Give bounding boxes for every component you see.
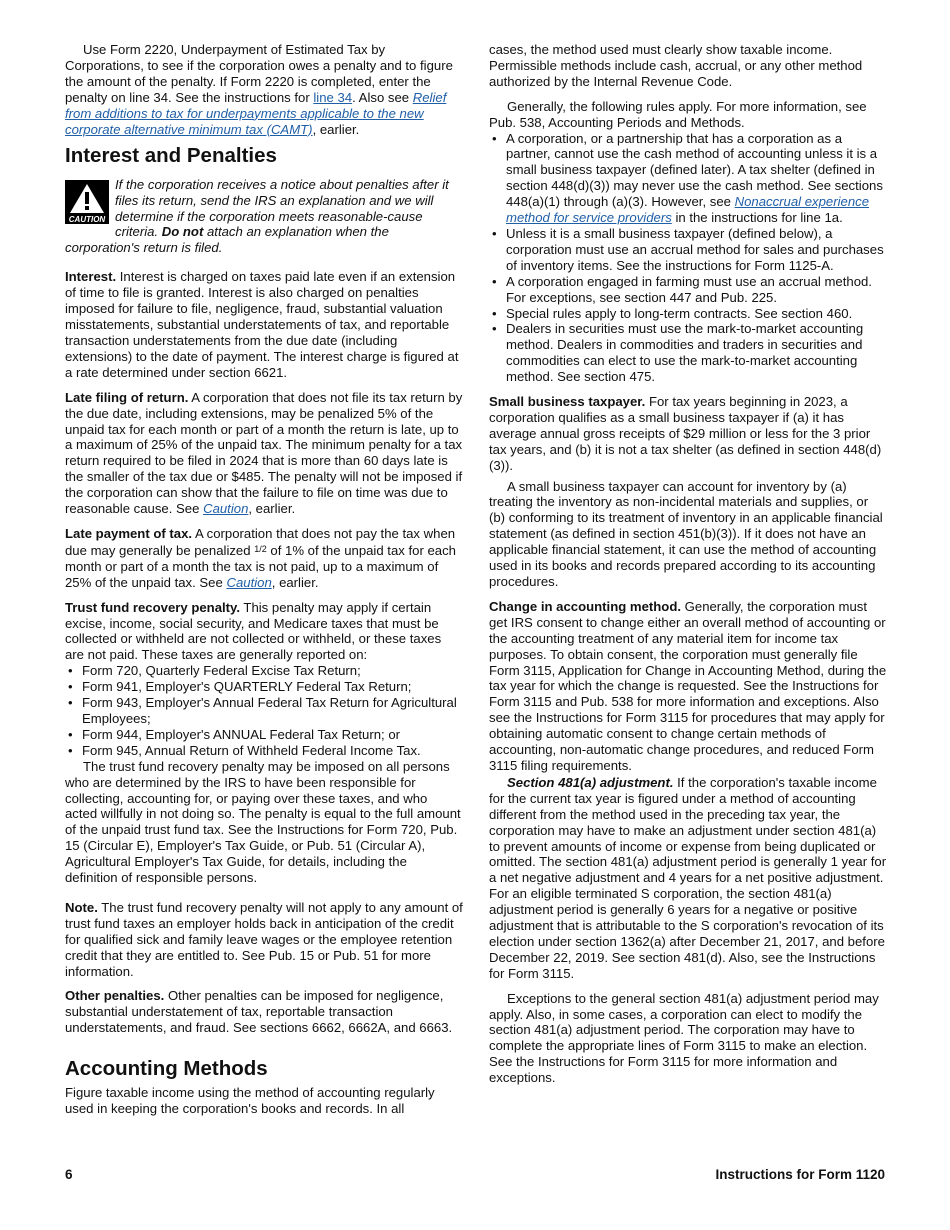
list-item: • A corporation, or a partnership that has a corporation as a partner, cannot use the cash method of accounting unless it is a small business taxpayer (defined later). A tax shelter (defined in section 448(d)(3)) may never use the cash method. See sections 448(a)(1) through (a)(3). However, see Nonaccrual experience method for service providers in the instructions for line 1a. [489,131,887,226]
exceptions-paragraph: Exceptions to the general section 481(a) adjustment period may apply. Also, in some cases, a corporation can elect to modify the section 481(a) adjustment period. The corporation may have to complete the appropriate lines of Form 3115 to make an election. See the Instructions for Form 3115 for more information and exceptions. [489,990,879,1086]
trust-fund-forms-list [65,663,463,758]
nonaccrual-method-link[interactable]: Nonaccrual experience method for service providers [506,194,870,226]
list-item: • Form 720, Quarterly Federal Excise Tax Return; [65,663,463,679]
camt-relief-link[interactable]: Relief from additions to tax for underpayments applicable to the new corporate alternative minimum tax (CAMT) [65,89,447,137]
late-filing-paragraph: Late filing of return. A corporation that does not file its tax return by the due date, including extensions, may be penalized 5% of the unpaid tax for each month or part of a month the return is late, up to a maximum of 25% of the unpaid tax. The minimum penalty for a tax return required to be filed in 2024 that is more than 60 days late is the smaller of the tax due or $485. The penalty will not be imposed if the corporation can show that the failure to file on time was due to reasonable cause. See Caution, earlier. [65,389,463,517]
caution-icon [65,180,109,224]
list-item: • Dealers in securities must use the mark-to-market accounting method. Dealers in commodities and traders in securities and commodities can elect to use the mark-to-market accounting method. See section 475. [489,321,887,385]
other-penalties-paragraph: Other penalties. Other penalties can be imposed for negligence, substantial understatement of tax, reportable transaction understatements, and fraud. See sections 6662, 6662A, and 6663. [65,988,453,1036]
list-item: • A corporation engaged in farming must use an accrual method. For exceptions, see section 447 and Pub. 225. [489,274,887,306]
rules-intro: Generally, the following rules apply. For more information, see Pub. 538, Accounting Periods and Methods. [489,98,867,130]
late-payment-paragraph: Late payment of tax. A corporation that does not pay the tax when due may generally be penalized $^{1/2}$ of 1% of the unpaid tax for each month or part of a month the tax is not paid, up to a maximum of 25% of the unpaid tax. See Caution, earlier. [65,526,456,590]
small-business-paragraph: Small business taxpayer. For tax years beginning in 2023, a corporation qualifies as a small business taxpayer if (a) it has average annual gross receipts of $29 million or less for the 3 prior tax years, and (b) it is not a tax shelter (as defined in section 448(d)(3)). [489,394,882,473]
list-item: • Special rules apply to long-term contracts. See section 460. [489,306,887,322]
accounting-methods-heading: Accounting Methods [65,1057,268,1081]
trust-fund-paragraph-2: The trust fund recovery penalty may be imposed on all persons who are determined by the IRS to have been responsible for collecting, accounting for, or paying over these taxes, and who acted willfully in not doing so. The penalty is equal to the full amount of the unpaid trust fund tax. See the Instructions for Form 720, Pub. 15 (Circular E), Employer's Tax Guide, or Pub. 51 (Circular A), Agricultural Employer's Tax Guide, for details, including the definition of responsible persons. [65,758,461,886]
intro-paragraph: Use Form 2220, Underpayment of Estimated Tax by Corporations, to see if the corporation owes a penalty and to figure the amount of the penalty. If Form 2220 is completed, enter the penalty on line 34. See the instructions for line 34. Also see Relief from additions to tax for underpayments applicable to the new corporate alternative minimum tax (CAMT), earlier. [65,42,453,137]
list-item: • Form 943, Employer's Annual Federal Tax Return for Agricultural Employees; [65,695,463,727]
right-column [489,42,887,1086]
caution-link-1[interactable]: Caution [203,501,249,517]
small-business-paragraph-2: A small business taxpayer can account for inventory by (a) treating the inventory as non-incidental materials and supplies, or (b) conforming to its treatment of inventory in an applicable financial statement (as defined in section 451(b)(3)). If it does not have an applicable financial statement, it can use the method of accounting used in its books and records prepared according to its accounting procedures. [489,478,883,589]
accounting-methods-paragraph: Figure taxable income using the method of accounting regularly used in keeping the corporation's books and records. In all [65,1085,435,1117]
change-method-paragraph: Change in accounting method. Generally, the corporation must get IRS consent to change either an overall method of accounting or the accounting treatment of any material item for income tax purposes. To obtain consent, the corporation must generally file Form 3115, Application for Change in Accounting Method, during the tax year for which the change is requested. See the Instructions for Form 3115 and Pub. 538 for more information and exceptions. Also see the Instructions for Form 3115 for procedures that may apply for obtaining automatic consent to change certain methods of accounting, non-automatic change procedures, and reduced Form 3115 filing requirements. [489,598,887,773]
interest-paragraph: Interest. Interest is charged on taxes paid late even if an extension of time to file is granted. Interest is also charged on penalties imposed for failure to file, negligence, fraud, substantial valuation misstatements, substantial understatements of tax, and reportable transaction understatements from the due date (including extensions) to the date of payment. The interest charge is figured at a rate determined under section 6621. [65,269,459,380]
fraction-one-half: 1/2 [254,543,267,554]
caution-note: CAUTION If the corporation receives a notice about penalties after it files its return, send the IRS an explanation and we will determine if the corporation meets reasonable-cause criteria. Do not attach an explanation when the corporation's return is filed. [65,177,449,255]
accounting-continuation: cases, the method used must clearly show taxable income. Permissible methods include cash, accrual, or any other method authorized by the Internal Revenue Code. [489,42,863,89]
document-title-footer: Instructions for Form 1120 [715,1167,885,1182]
caution-label: CAUTION [68,215,106,225]
caution-link-2[interactable]: Caution [226,574,272,590]
list-item: • Form 945, Annual Return of Withheld Federal Income Tax. [65,743,463,759]
left-column [65,42,463,1117]
rules-list [489,131,887,386]
interest-penalties-heading: Interest and Penalties [65,144,277,168]
trust-fund-paragraph: Trust fund recovery penalty. This penalty may apply if certain excise, income, social security, and Medicare taxes that must be collected or withheld are not collected or withheld, or these taxes are not paid. These taxes are generally reported on: [65,599,442,663]
list-item: • Form 941, Employer's QUARTERLY Federal Tax Return; [65,679,463,695]
page-number: 6 [65,1167,73,1182]
note-paragraph: Note. The trust fund recovery penalty will not apply to any amount of trust fund taxes an employer holds back in anticipation of the credit for qualified sick and family leave wages or the employee retention credit that they are entitled to. See Pub. 15 or Pub. 51 for more information. [65,899,463,979]
section-481a-paragraph: Section 481(a) adjustment. If the corporation's taxable income for the current tax year is figured under a method of accounting different from the method used in the preceding tax year, the corporation may have to make an adjustment under section 481(a) to prevent amounts of income or expense from being duplicated or omitted. The section 481(a) adjustment period is generally 1 year for a net negative adjustment and 4 years for a net positive adjustment. For an eligible terminated S corporation, the section 481(a) adjustment period is generally 6 years for a negative or positive adjustment that is attributable to the S corporation's revocation of its election under section 1362(a) after December 21, 2017, and before December 22, 2019. See section 481(d). Also, see the Instructions for Form 3115. [489,774,887,981]
list-item: • Unless it is a small business taxpayer (defined below), a corporation must use an accrual method for sales and purchases of inventory items. See the instructions for Form 1125-A. [489,226,887,274]
line-34-link[interactable]: line 34 [313,89,353,105]
list-item: • Form 944, Employer's ANNUAL Federal Tax Return; or [65,727,463,743]
